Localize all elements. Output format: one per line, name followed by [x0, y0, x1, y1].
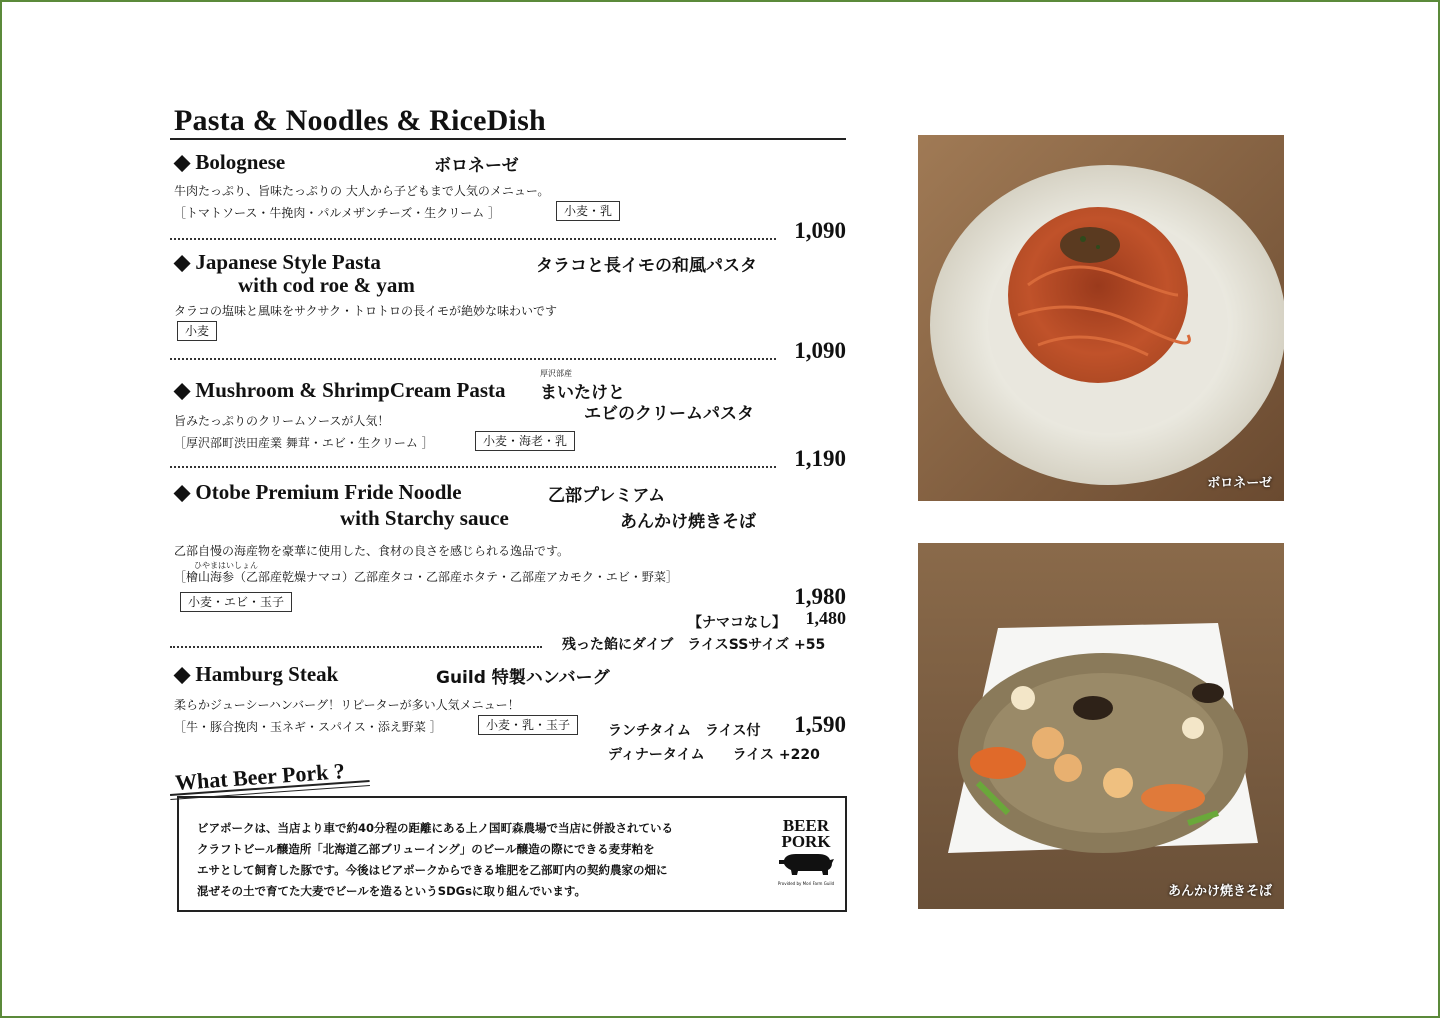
item-description: 乙部自慢の海産物を豪華に使用した、食材の良さを感じられる逸品です。 — [174, 544, 570, 558]
item-description: 柔らかジューシーハンバーグ！リピーターが多い人気メニュー！ — [174, 698, 520, 712]
beer-pork-logo — [771, 818, 841, 886]
item-ingredients: ［トマトソース・牛挽肉・パルメザンチーズ・生クリーム ］ — [174, 206, 501, 220]
item-name-en: ◆ Otobe Premium Fride Noodle — [174, 480, 462, 504]
bolognese-image — [918, 135, 1284, 501]
menu-item-mushroom-shrimp — [170, 366, 846, 476]
lunch-label: ランチタイム ライス付 — [608, 723, 761, 739]
rice-note: 残った餡にダイブ ライスSSサイズ +55 — [562, 637, 826, 653]
item-ingredients: ［牛・豚合挽肉・玉ネギ・スパイス・添え野菜 ］ — [174, 720, 442, 734]
dotted-leader — [170, 238, 776, 240]
item-price: 1,590 — [794, 712, 846, 737]
item-name-jp: Guild 特製ハンバーグ — [436, 668, 610, 688]
beer-pork-text — [197, 818, 767, 902]
item-name-en-sub: with cod roe & yam — [238, 273, 415, 297]
menu-item-hamburg-steak — [170, 656, 846, 766]
japanese-pasta-dotted-leader — [170, 358, 776, 360]
item-price: 1,980 — [794, 584, 846, 609]
beer-pork-line: 混ぜその土で育てた大麦でビールを造るというSDGsに取り組んでいます。 — [197, 884, 586, 898]
origin-ruby: 厚沢部産 — [540, 369, 572, 378]
title-rule — [170, 138, 846, 140]
item-name-en: ◆ Bolognese — [174, 150, 286, 174]
logo-small-text: Provided by Mori Farm Guild — [777, 881, 835, 886]
item-ingredients: ［厚沢部町渋田産業 舞茸・エビ・生クリーム ］ — [174, 436, 434, 450]
japanese-pasta-price: 1,090 — [794, 338, 846, 363]
alt-price: 1,480 — [805, 608, 846, 628]
item-name-jp: ボロネーゼ — [434, 156, 519, 176]
photo-bolognese — [918, 135, 1284, 501]
japanese-pasta-description: タラコの塩味と風味をサクサク・トロトロの長イモが絶妙な味わいです — [174, 304, 558, 318]
beer-pork-line: クラフトビール醸造所「北海道乙部ブリューイング」のビール醸造の際にできる麦芽粕を — [197, 842, 655, 856]
beer-pork-box — [177, 796, 847, 912]
beer-pork-heading: What Beer Pork ? — [174, 758, 346, 796]
dotted-leader — [170, 646, 542, 648]
item-name-jp: タラコと長イモの和風パスタ — [536, 256, 757, 276]
beer-pork-line: エサとして飼育した豚です。今後はビアポークからできる堆肥を乙部町内の契約農家の畑に — [197, 863, 668, 877]
photo-ankake-yakisoba — [918, 543, 1284, 909]
item-name-jp: まいたけと — [540, 383, 625, 403]
japanese-pasta-allergen-badge: 小麦 — [177, 321, 217, 341]
ingredient-ruby: ひやまはいしょん — [194, 561, 258, 570]
menu-item-otobe-noodle — [170, 476, 846, 652]
item-name-en: ◆ Mushroom & ShrimpCream Pasta — [174, 378, 506, 402]
item-description: 旨みたっぷりのクリームソースが人気！ — [174, 414, 390, 428]
logo-line-1: BEER — [782, 816, 830, 835]
allergen-badge: 小麦・エビ・玉子 — [180, 592, 292, 612]
item-name-en-sub: with Starchy sauce — [340, 506, 509, 530]
item-description: 牛肉たっぷり、旨味たっぷりの 大人から子どもまで人気のメニュー。 — [174, 184, 550, 198]
item-name-jp-sub: エビのクリームパスタ — [584, 404, 754, 424]
allergen-badge: 小麦・乳・玉子 — [478, 715, 578, 735]
item-name-jp-sub: あんかけ焼きそば — [620, 512, 756, 532]
menu-item-bolognese — [170, 146, 846, 246]
beer-pork-line: ビアポークは、当店より車で約40分程の距離にある上ノ国町森農場で当店に併設されている — [197, 821, 673, 835]
item-price: 1,190 — [794, 446, 846, 471]
allergen-badge: 小麦・海老・乳 — [475, 431, 575, 451]
dinner-label: ディナータイム ライス +220 — [608, 747, 820, 763]
item-name-en: ◆ Hamburg Steak — [174, 662, 339, 686]
item-price: 1,090 — [794, 218, 846, 243]
dotted-leader — [170, 466, 776, 468]
item-ingredients: ［檜山海参（乙部産乾燥ナマコ）乙部産タコ・乙部産ホタテ・乙部産アカモク・エビ・野菜］ — [174, 570, 678, 584]
pig-icon — [776, 850, 836, 876]
alt-price-label: 【ナマコなし】 — [688, 615, 786, 631]
logo-line-2: PORK — [781, 832, 831, 851]
section-title: Pasta & Noodles & RiceDish — [174, 104, 546, 137]
ankake-yakisoba-image — [918, 543, 1284, 909]
photo-caption: ボロネーゼ — [1207, 476, 1272, 491]
allergen-badge: 小麦・乳 — [556, 201, 620, 221]
item-name-jp: 乙部プレミアム — [548, 486, 666, 506]
item-name-en: ◆ Japanese Style Pasta — [174, 250, 381, 274]
photo-caption: あんかけ焼きそば — [1167, 884, 1272, 899]
